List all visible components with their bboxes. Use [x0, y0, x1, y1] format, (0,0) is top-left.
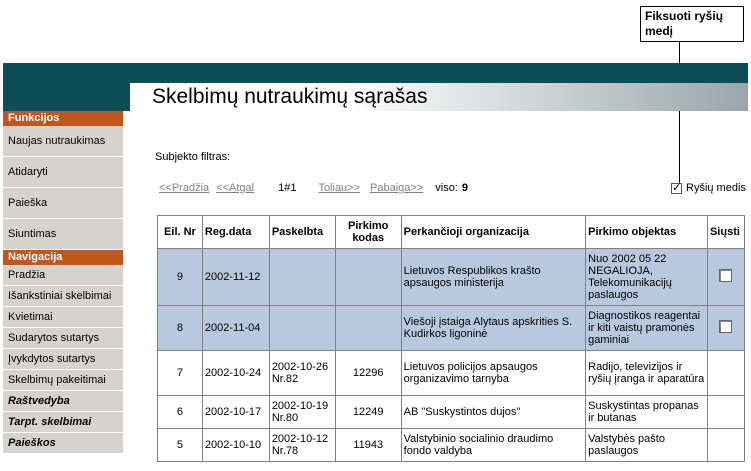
- row-published-cell: 2002-10-26 Nr.82: [269, 351, 335, 396]
- tree-checkbox-label: Ryšių medis: [686, 182, 746, 194]
- sidebar-nav-item[interactable]: Paieškos: [3, 433, 123, 454]
- row-organization-cell: Lietuvos policijos apsaugos organizavimo tarnyba: [401, 351, 585, 396]
- row-send-cell: [707, 351, 744, 396]
- pager-first-link[interactable]: <<Pradžia: [159, 182, 210, 194]
- pager-total-count: 9: [461, 182, 468, 194]
- col-code-header: Pirkimo kodas: [335, 216, 401, 249]
- row-reg-date-cell: 2002-11-12: [202, 249, 269, 306]
- header-band: [3, 63, 748, 83]
- results-table: [157, 215, 745, 462]
- row-code-cell: 11943: [335, 429, 401, 462]
- col-org-header: Perkančioji organizacija: [401, 216, 585, 249]
- row-published-cell: [269, 249, 335, 306]
- table-row[interactable]: [158, 306, 745, 351]
- sidebar-nav-item[interactable]: Kvietimai: [3, 307, 123, 328]
- pager-next-link[interactable]: Toliau>>: [318, 182, 361, 194]
- col-object-header: Pirkimo objektas: [586, 216, 708, 249]
- row-organization-cell: AB "Suskystintos dujos": [401, 396, 585, 429]
- sidebar-nav-item[interactable]: Sudarytos sutartys: [3, 328, 123, 349]
- row-reg-date-cell: 2002-10-24: [202, 351, 269, 396]
- row-organization-cell: Lietuvos Respublikos krašto apsaugos ministerija: [401, 249, 585, 306]
- sidebar-header-band: [3, 83, 130, 111]
- sidebar-nav-item[interactable]: Įvykdytos sutartys: [3, 349, 123, 370]
- row-send-cell: [707, 429, 744, 462]
- row-reg-date-cell: 2002-10-17: [202, 396, 269, 429]
- row-send-cell: [707, 249, 744, 306]
- navigation-header: Navigacija: [3, 250, 123, 265]
- row-code-cell: [335, 306, 401, 351]
- sidebar-function-item[interactable]: Atidaryti: [3, 157, 123, 188]
- row-nr-cell: 7: [158, 351, 203, 396]
- sidebar-nav-item[interactable]: Išankstiniai skelbimai: [3, 286, 123, 307]
- sidebar-function-item[interactable]: Paieška: [3, 188, 123, 219]
- row-organization-cell: Valstybinio socialinio draudimo fondo valdyba: [401, 429, 585, 462]
- send-checkbox[interactable]: [719, 269, 732, 282]
- row-object-cell: Suskystintas propanas ir butanas: [586, 396, 708, 429]
- sidebar-function-item[interactable]: Naujas nutraukimas: [3, 126, 123, 157]
- pager: [159, 182, 468, 194]
- pager-page-indicator: 1#1: [278, 182, 297, 194]
- tree-toggle[interactable]: [671, 182, 746, 194]
- row-reg-date-cell: 2002-11-04: [202, 306, 269, 351]
- row-code-cell: 12249: [335, 396, 401, 429]
- row-nr-cell: 5: [158, 429, 203, 462]
- row-send-cell: [707, 396, 744, 429]
- row-nr-cell: 8: [158, 306, 203, 351]
- col-reg-header: Reg.data: [202, 216, 269, 249]
- row-code-cell: [335, 249, 401, 306]
- row-object-cell: Nuo 2002 05 22 NEGALIOJA, Telekomunikacijų paslaugos: [586, 249, 708, 306]
- table-header-row: [158, 216, 745, 249]
- row-nr-cell: 6: [158, 396, 203, 429]
- tree-checkbox[interactable]: [671, 183, 682, 194]
- pager-prev-link[interactable]: <<Atgal: [216, 182, 255, 194]
- row-published-cell: 2002-10-19 Nr.80: [269, 396, 335, 429]
- pager-last-link[interactable]: Pabaiga>>: [370, 182, 424, 194]
- col-send-header: Siųsti: [707, 216, 744, 249]
- row-reg-date-cell: 2002-10-10: [202, 429, 269, 462]
- row-object-cell: Valstybės pašto paslaugos: [586, 429, 708, 462]
- sidebar-nav-item[interactable]: Tarpt. skelbimai: [3, 412, 123, 433]
- sidebar-nav-item[interactable]: Raštvedyba: [3, 391, 123, 412]
- functions-header: Funkcijos: [3, 111, 123, 126]
- col-published-header: Paskelbta: [269, 216, 335, 249]
- page-title: Skelbimų nutraukimų sąrašas: [152, 85, 428, 108]
- send-checkbox[interactable]: [719, 320, 732, 333]
- row-organization-cell: Viešoji įstaiga Alytaus apskrities S. Kudirkos ligoninė: [401, 306, 585, 351]
- row-code-cell: 12296: [335, 351, 401, 396]
- sidebar-nav-item[interactable]: Skelbimų pakeitimai: [3, 370, 123, 391]
- row-nr-cell: 9: [158, 249, 203, 306]
- pager-total-label: viso:: [435, 182, 458, 194]
- row-object-cell: Radijo, televizijos ir ryšių įranga ir aparatūra: [586, 351, 708, 396]
- sidebar-function-item[interactable]: Siuntimas: [3, 219, 123, 250]
- callout-box: Fiksuoti ryšių medį: [640, 6, 744, 42]
- table-row[interactable]: [158, 429, 745, 462]
- subject-filter-label: Subjekto filtras:: [155, 151, 231, 163]
- col-nr-header: Eil. Nr: [158, 216, 203, 249]
- row-published-cell: 2002-10-12 Nr.78: [269, 429, 335, 462]
- row-send-cell: [707, 306, 744, 351]
- row-published-cell: [269, 306, 335, 351]
- table-row[interactable]: [158, 396, 745, 429]
- sidebar: [3, 111, 123, 454]
- sidebar-nav-item[interactable]: Pradžia: [3, 265, 123, 286]
- table-row[interactable]: [158, 249, 745, 306]
- table-row[interactable]: [158, 351, 745, 396]
- row-object-cell: Diagnostikos reagentai ir kiti vaistų pramonės gaminiai: [586, 306, 708, 351]
